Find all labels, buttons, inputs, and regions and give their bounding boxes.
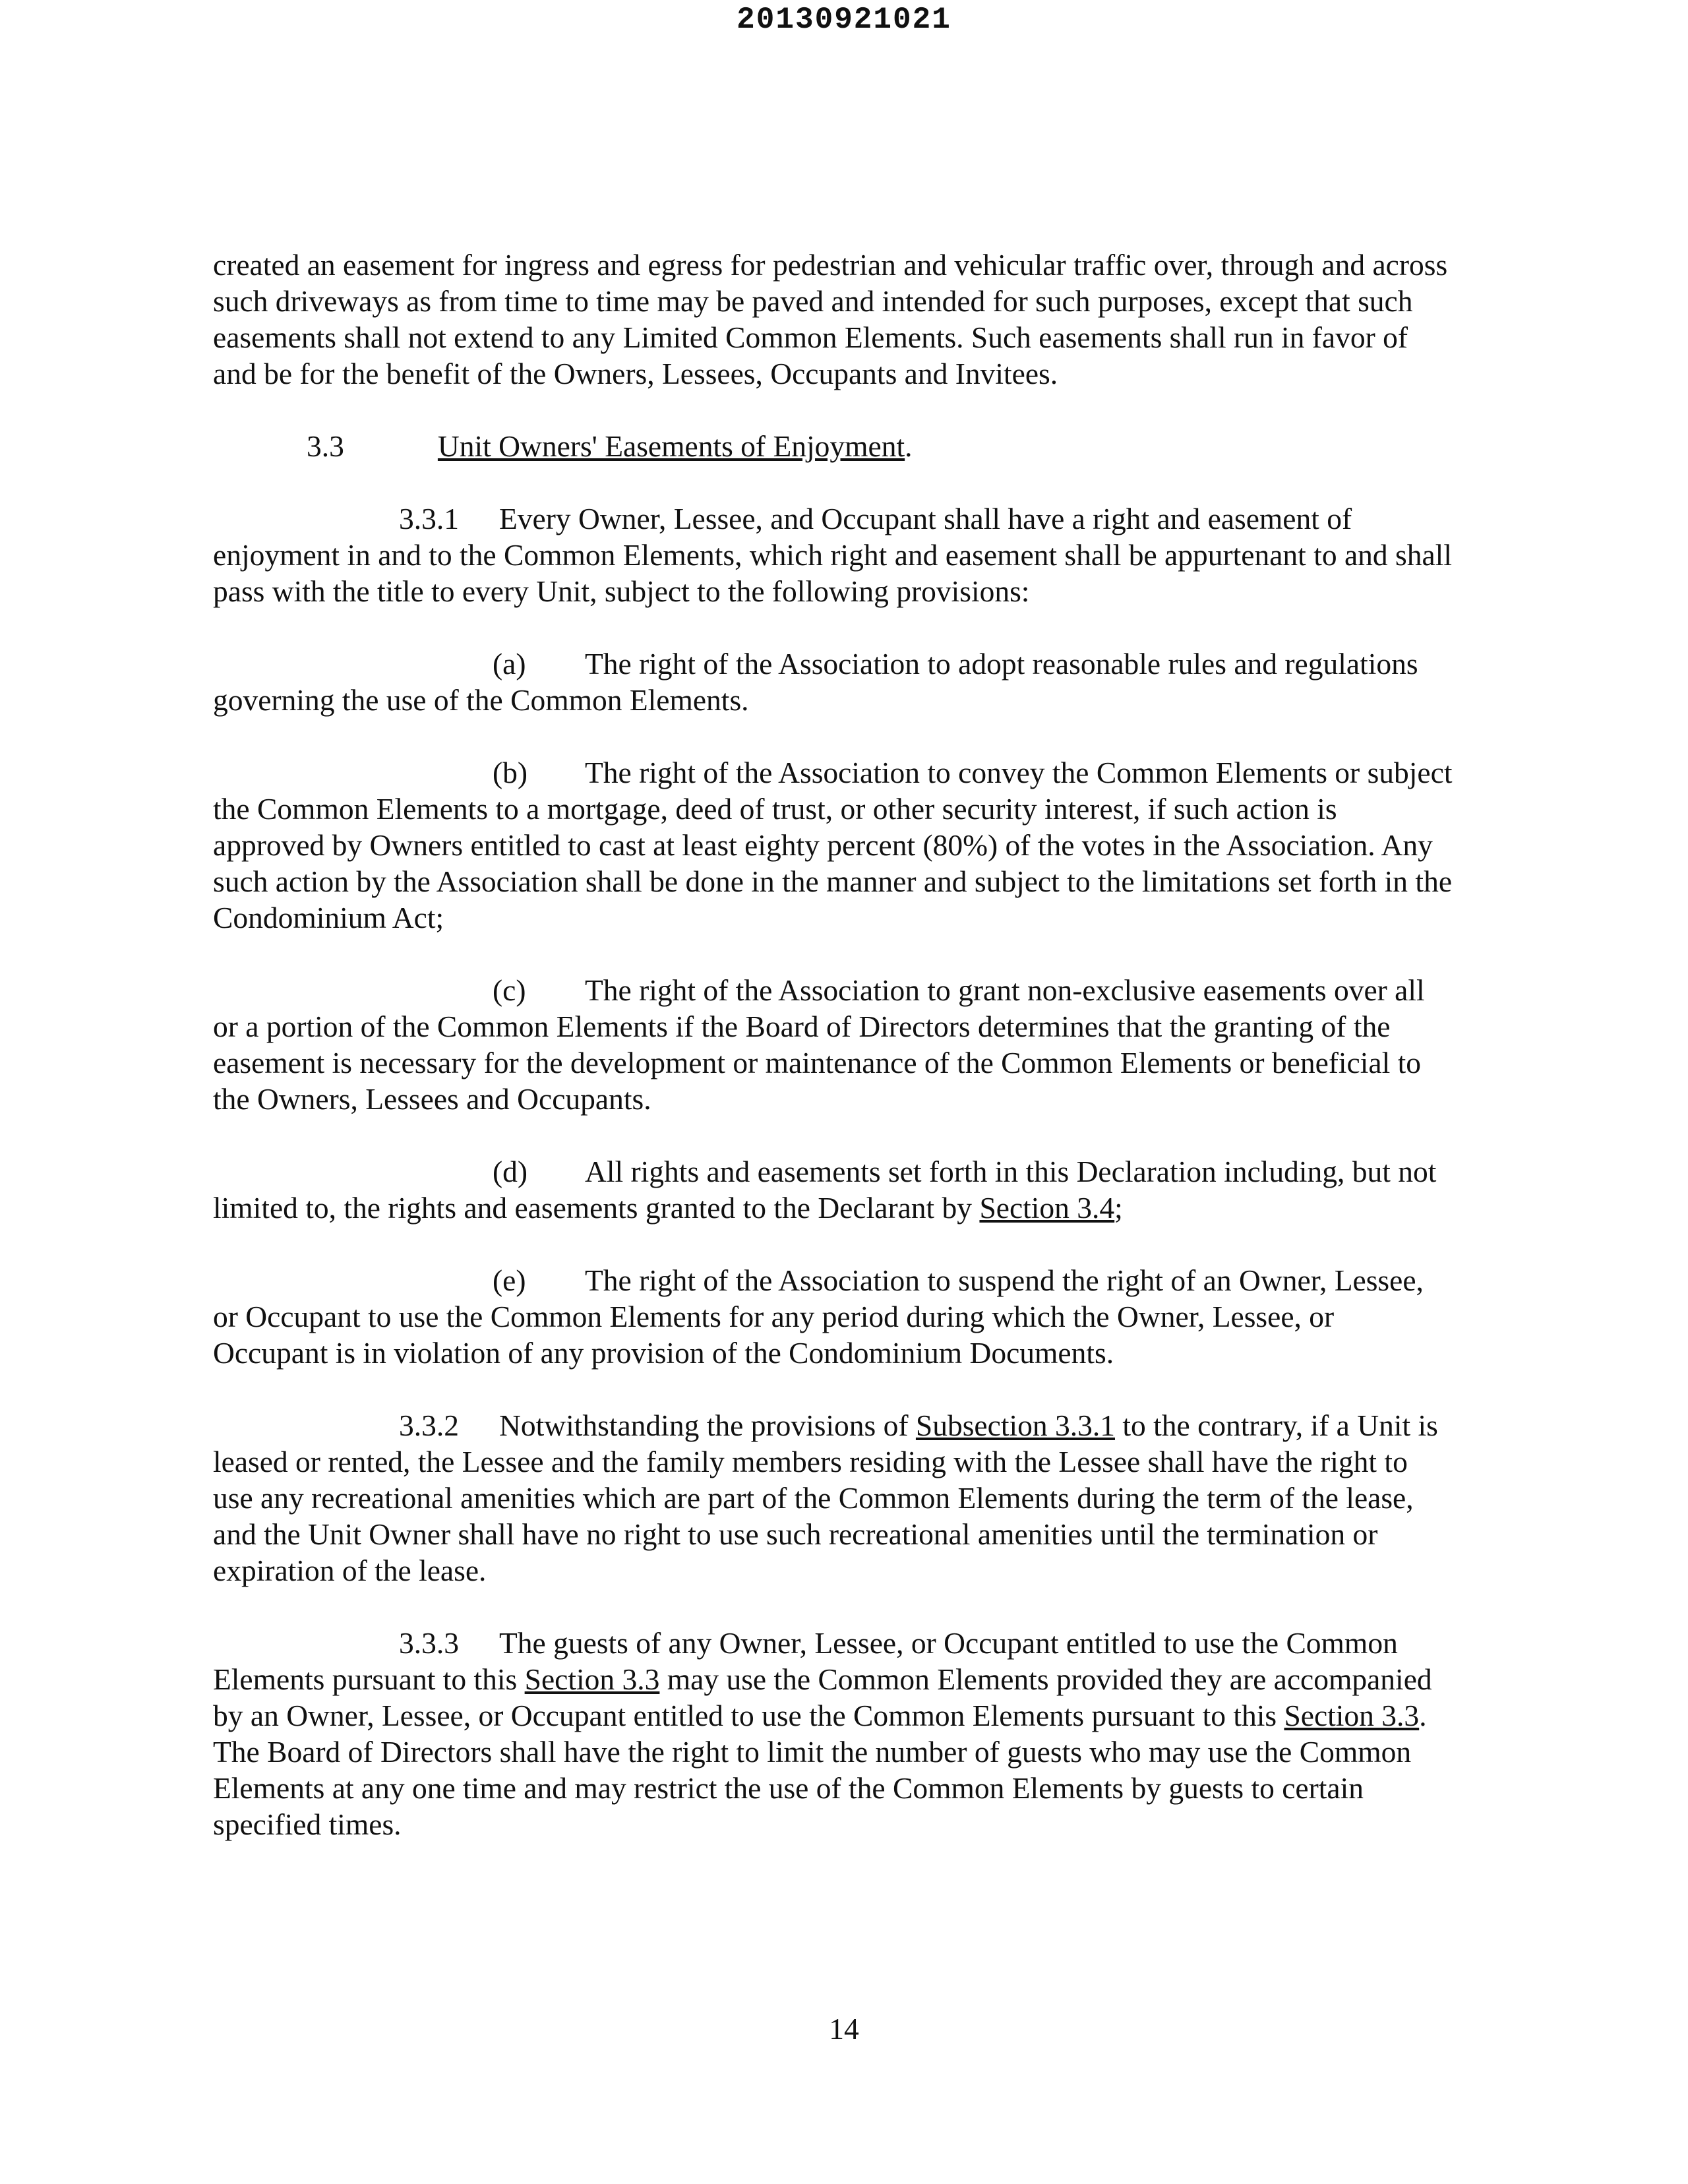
subsection-number: 3.3.3	[399, 1626, 459, 1660]
intro-paragraph: created an easement for ingress and egress for pedestrian and vehicular traffic over, through and across such driveways as from time to time may be paved and intended for such purposes, except that such easements shall not extend to any Limited Common Elements. Such easements shall run in favor of and be for the benefit of the Owners, Lessees, Occupants and Invitees.	[213, 248, 1448, 390]
provision-a	[213, 646, 1453, 718]
provision-b	[213, 754, 1453, 936]
subsection-text-1: The guests of any Owner, Lessee, or Occupant entitled to use the Common Elements pursuant to this	[213, 1626, 1398, 1696]
subsection-text-after: to the contrary, if a Unit is leased or rented, the Lessee and the family members residing with the Lessee shall have the right to use any recreational amenities which are part of the Common Elements during the term of the lease, and the Unit Owner shall have no right to use such recreational amenities until the termination or expiration of the lease.	[213, 1409, 1438, 1587]
document-number: 20130921021	[737, 3, 951, 37]
section-heading	[213, 428, 1453, 464]
subsection-3-3-1	[213, 501, 1453, 609]
provision-label: (a)	[493, 647, 526, 681]
subsection-3-3-1-reference[interactable]: Subsection 3.3.1	[915, 1409, 1115, 1442]
subsection-text-before: Notwithstanding the provisions of	[499, 1409, 916, 1442]
subsection-text-3: . The Board of Directors shall have the right to limit the number of guests who may use the Common Elements at any one time and may restrict the use of the Common Elements by guests to certain specified times.	[213, 1699, 1427, 1841]
provision-label: (e)	[493, 1263, 526, 1297]
page-body	[213, 247, 1453, 1879]
provision-label: (c)	[493, 973, 526, 1007]
provision-text: The right of the Association to suspend the right of an Owner, Lessee, or Occupant to use the Common Elements for any period during which the Owner, Lessee, or Occupant is in violation of any provision of the Condominium Documents.	[213, 1263, 1424, 1370]
subsection-text-2: may use the Common Elements provided they are accompanied by an Owner, Lessee, or Occupant entitled to use the Common Elements pursuant to this	[213, 1662, 1432, 1732]
subsection-3-3-3	[213, 1625, 1453, 1842]
page-number: 14	[829, 2012, 859, 2046]
provision-text: The right of the Association to convey the Common Elements or subject the Common Elements to a mortgage, deed of trust, or other security interest, if such action is approved by Owners entitled to cast at least eighty percent (80%) of the votes in the Association. Any such action by the Association shall be done in the manner and subject to the limitations set forth in the Condominium Act;	[213, 756, 1453, 934]
section-3-3-reference[interactable]: Section 3.3	[1284, 1699, 1420, 1732]
section-3-4-reference[interactable]: Section 3.4	[979, 1191, 1115, 1225]
section-title: Unit Owners' Easements of Enjoyment	[437, 429, 905, 463]
provision-text: The right of the Association to adopt reasonable rules and regulations governing the use of the Common Elements.	[213, 647, 1418, 717]
subsection-number: 3.3.1	[399, 502, 459, 535]
provision-end: ;	[1114, 1191, 1123, 1225]
section-title-end: .	[905, 429, 913, 463]
section-number: 3.3	[307, 429, 344, 463]
subsection-number: 3.3.2	[399, 1409, 459, 1442]
subsection-3-3-2	[213, 1407, 1453, 1589]
provision-text: The right of the Association to grant non-exclusive easements over all or a portion of the Common Elements if the Board of Directors determines that the granting of the easement is necessary for the development or maintenance of the Common Elements or beneficial to the Owners, Lessees and Occupants.	[213, 973, 1425, 1116]
provision-label: (d)	[493, 1155, 528, 1188]
subsection-text: Every Owner, Lessee, and Occupant shall have a right and easement of enjoyment in and to the Common Elements, which right and easement shall be appurtenant to and shall pass with the title to every Unit, subject to the following provisions:	[213, 502, 1452, 608]
provision-label: (b)	[493, 756, 528, 789]
provision-d	[213, 1153, 1453, 1226]
provision-e	[213, 1262, 1453, 1371]
provision-text: All rights and easements set forth in this Declaration including, but not limited to, the rights and easements granted to the Declarant by	[213, 1155, 1437, 1225]
provision-c	[213, 972, 1453, 1117]
section-3-3-reference[interactable]: Section 3.3	[524, 1662, 660, 1696]
